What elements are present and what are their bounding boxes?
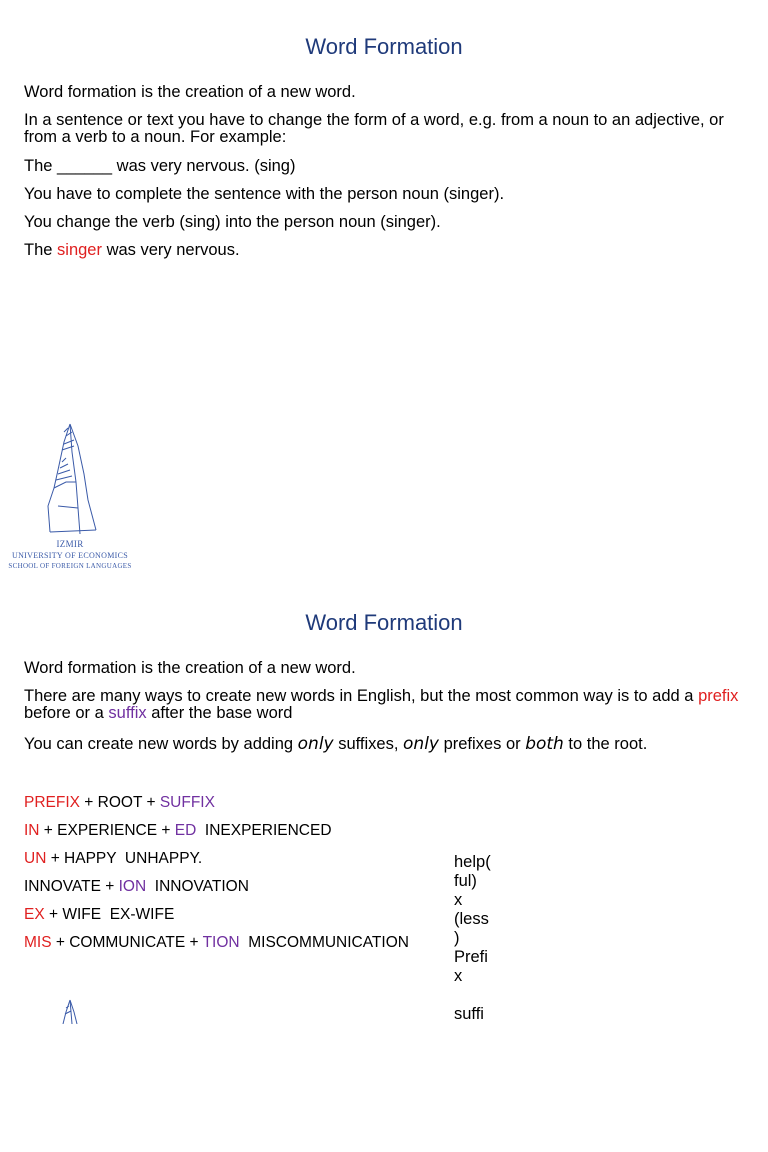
method-emphasis-both: both (525, 734, 564, 754)
method-emphasis-only-1: only (297, 734, 334, 754)
example-prefix: MIS (24, 934, 52, 951)
answer-sentence (24, 241, 744, 259)
side-note-line: x (454, 967, 463, 985)
answer-highlight: singer (57, 241, 102, 259)
answer-before: The (24, 241, 58, 259)
example-prefix: EX (24, 906, 45, 923)
side-note-line: Prefi (454, 948, 488, 966)
example-result: INEXPERIENCED (196, 822, 332, 839)
side-note-line: x (454, 891, 463, 909)
formula-prefix: PREFIX (24, 794, 80, 811)
example-row (24, 850, 744, 868)
method-text (24, 735, 744, 753)
side-note (454, 853, 504, 1024)
building-icon (6, 422, 134, 540)
example-prefix: UN (24, 850, 47, 867)
definition-text: Word formation is the creation of a new word. (24, 83, 356, 101)
example-row (24, 878, 744, 896)
example-prefix: IN (24, 822, 40, 839)
method-part-2: suffixes, (333, 735, 404, 753)
explanation-part-1: There are many ways to create new words in English, but the most common way is to add a (24, 687, 699, 705)
method-part-1: You can create new words by adding (24, 735, 298, 753)
logo-school: SCHOOL OF FOREIGN LANGUAGES (8, 562, 132, 570)
example-middle: + EXPERIENCE + (39, 822, 175, 839)
explanation-part-2: before or a (24, 704, 109, 722)
instruction-text-2: You change the verb (sing) into the person noun (singer). (24, 213, 441, 231)
slide-title: Word Formation (305, 610, 463, 635)
example-middle: + HAPPY UNHAPPY. (46, 850, 203, 867)
example-middle: + COMMUNICATE + (51, 934, 203, 951)
side-note-line (454, 986, 504, 1005)
instruction-text: You have to complete the sentence with the person noun (singer). (24, 185, 505, 203)
logo-university: UNIVERSITY OF ECONOMICS (12, 551, 128, 560)
building-icon (54, 998, 86, 1024)
example-suffix: ED (174, 822, 197, 839)
side-note-line: ) (454, 929, 460, 947)
example-result: MISCOMMUNICATION (239, 934, 409, 951)
method-part-3: prefixes or (439, 735, 526, 753)
example-sentence: The ______ was very nervous. (sing) (24, 157, 296, 175)
prefix-word: prefix (698, 687, 739, 705)
example-middle: + WIFE EX-WIFE (44, 906, 175, 923)
example-row (24, 934, 744, 952)
formula-suffix: SUFFIX (159, 794, 215, 811)
side-note-line: (less (454, 910, 489, 928)
formula-root: + ROOT + (79, 794, 160, 811)
logo-city: IZMIR (56, 539, 84, 549)
explanation-text: In a sentence or text you have to change the form of a word, e.g. from a noun to an adjective, or from a verb to a noun. For example: (24, 111, 724, 146)
example-result: INNOVATION (146, 878, 249, 895)
formula-line (24, 794, 744, 812)
side-note-line: ful) (454, 872, 477, 890)
method-part-4: to the root. (563, 735, 648, 753)
explanation-part-3: after the base word (146, 704, 293, 722)
explanation-text (24, 688, 744, 722)
example-row (24, 822, 744, 840)
answer-after: was very nervous. (101, 241, 240, 259)
university-logo-partial (54, 998, 86, 1024)
example-middle: INNOVATE + (24, 878, 119, 895)
example-row (24, 906, 744, 924)
suffix-word: suffix (108, 704, 147, 722)
slide-title: Word Formation (305, 34, 463, 59)
side-note-line: help( (454, 853, 491, 871)
method-emphasis-only-2: only (403, 734, 439, 754)
definition-text: Word formation is the creation of a new word. (24, 659, 356, 677)
example-suffix: ION (118, 878, 147, 895)
side-note-line: suffi (454, 1005, 484, 1023)
university-logo (6, 422, 134, 572)
slide-2 (0, 576, 768, 1152)
example-suffix: TION (202, 934, 240, 951)
